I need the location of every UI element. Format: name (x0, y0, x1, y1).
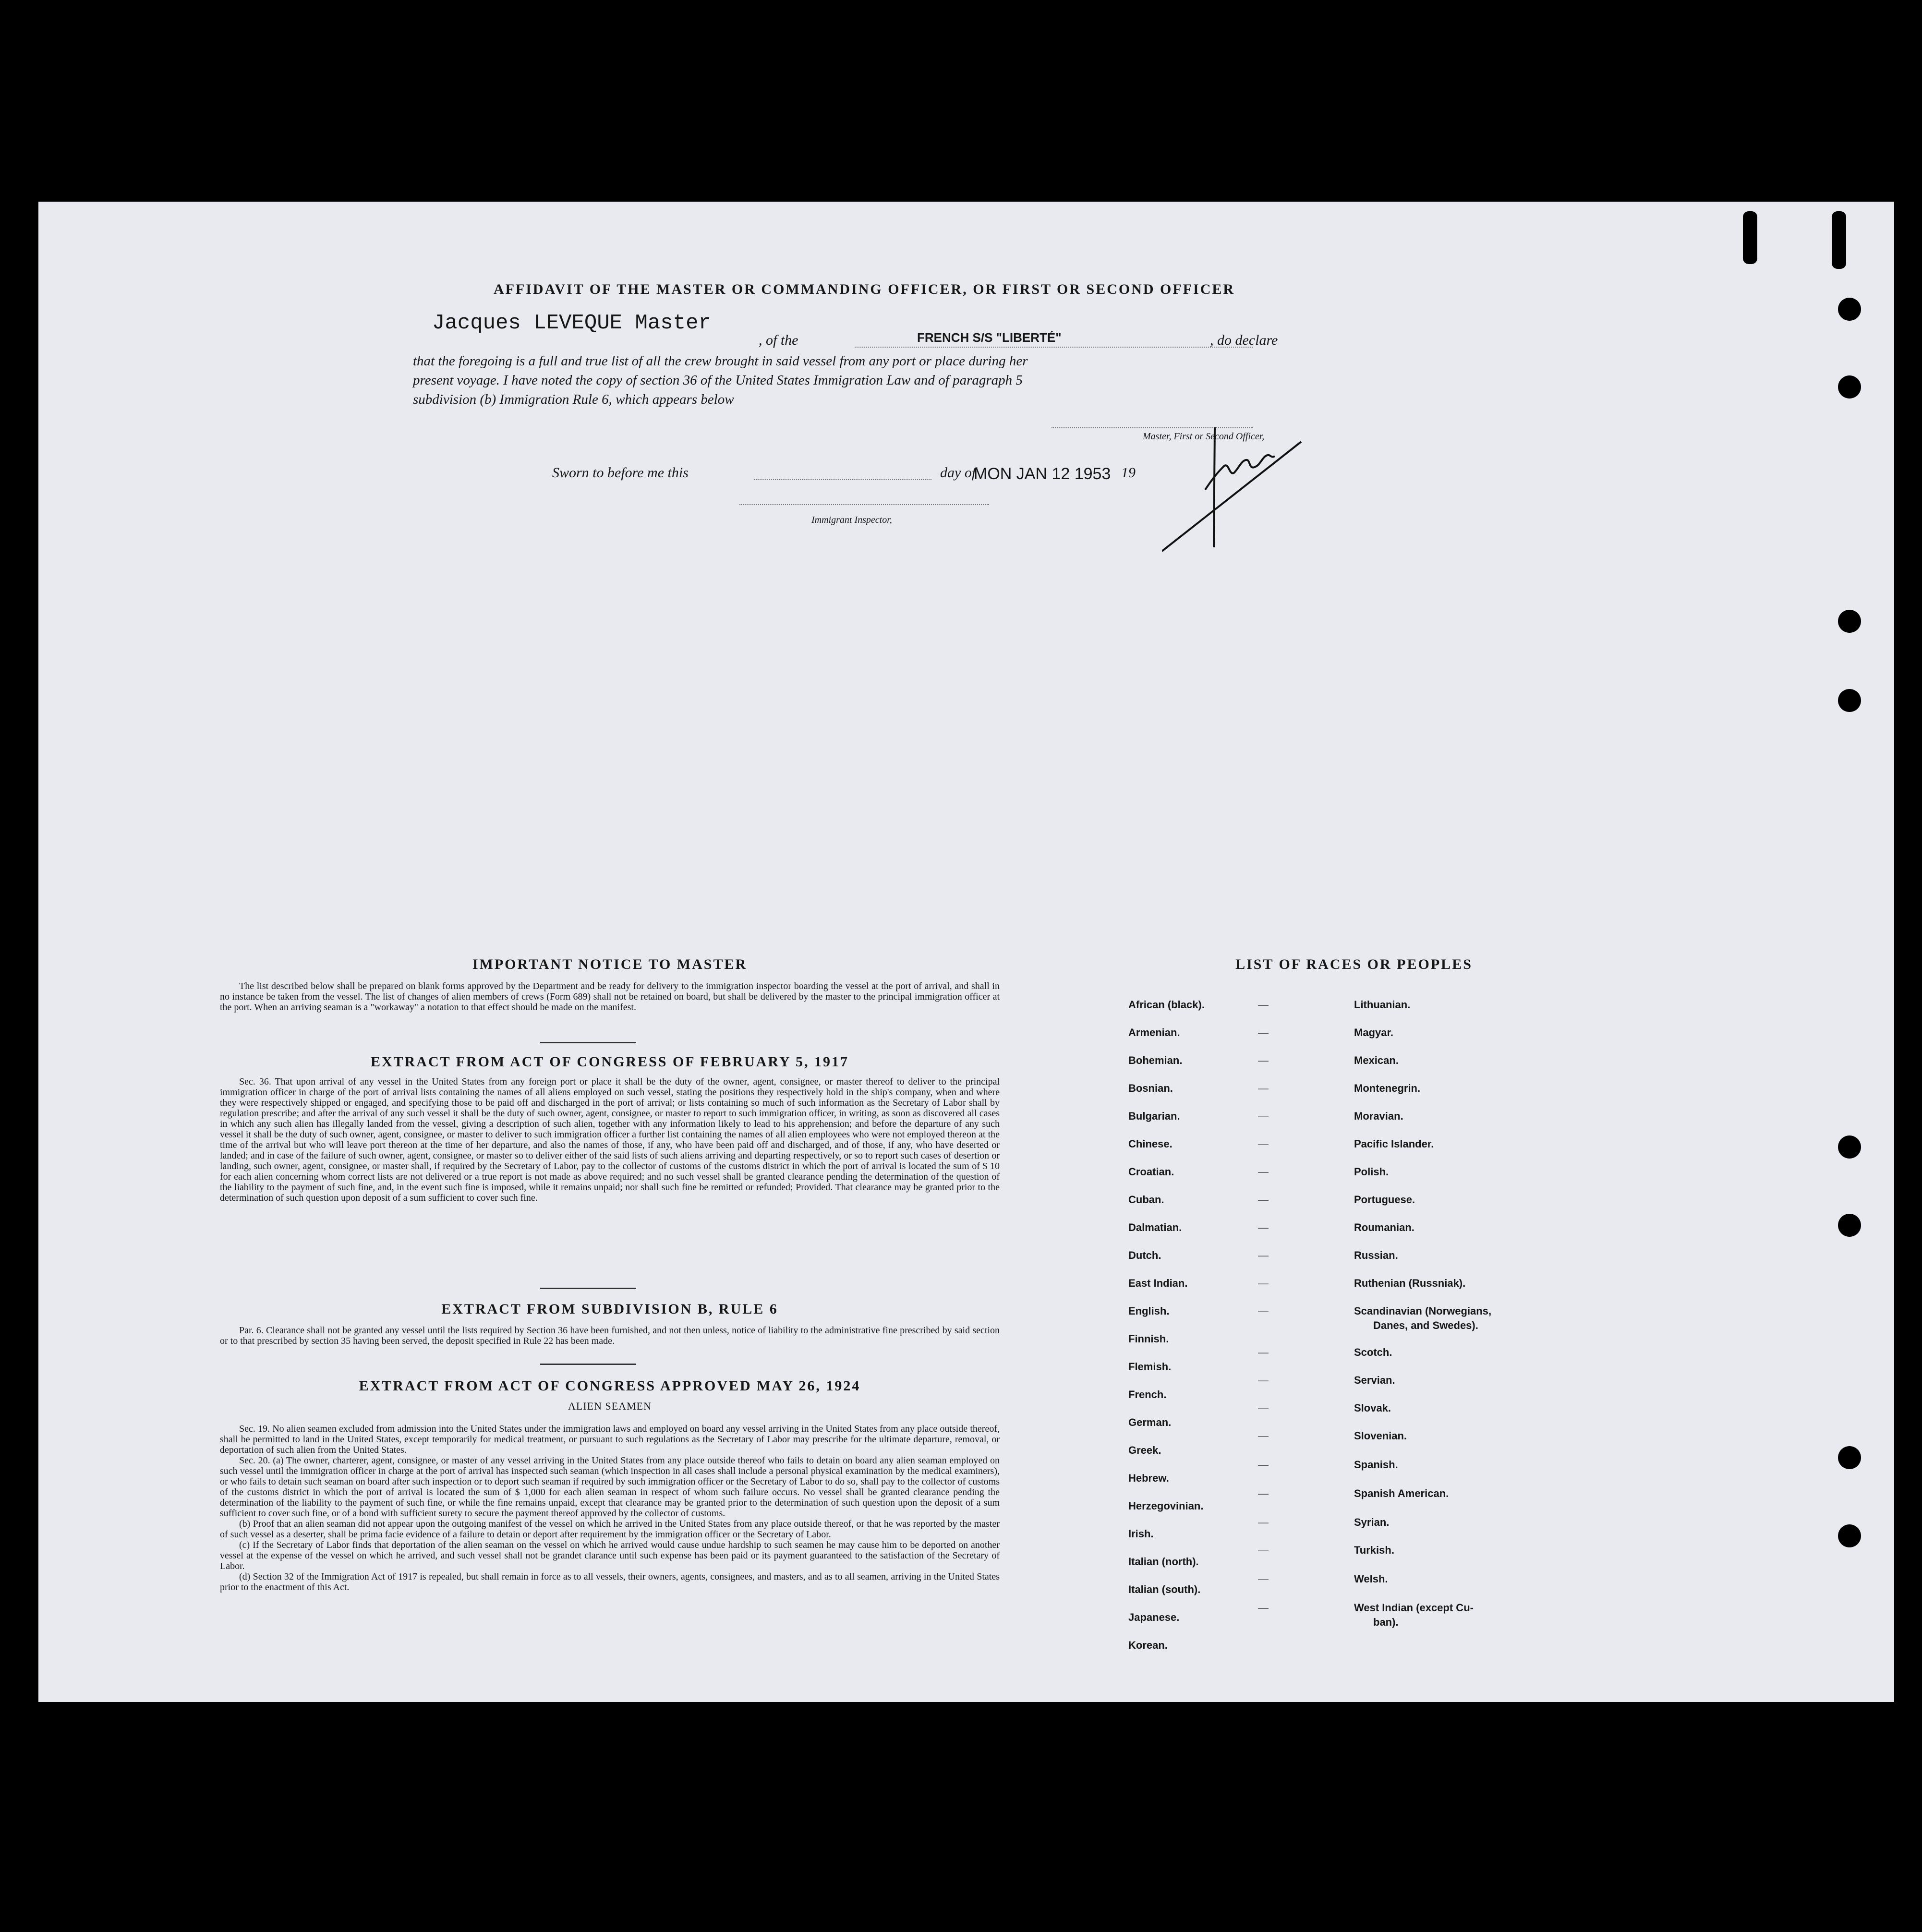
race-label: Magyar. (1354, 1026, 1393, 1038)
race-label: Portuguese. (1354, 1194, 1415, 1206)
extract3-paragraph: (d) Section 32 of the Immigration Act of 1917 is repealed, but shall remain in force as to all vessels, their owners, agents, consignees, and masters, and as to all seamen, arriving in the United States prior to the enactment of this Act. (220, 1571, 1000, 1593)
punch-hole (1838, 1446, 1861, 1469)
date-stamp: MON JAN 12 1953 (974, 465, 1111, 483)
punch-hole (1838, 298, 1861, 321)
extract1-title: EXTRACT FROM ACT OF CONGRESS OF FEBRUARY 5, 1917 (370, 1054, 849, 1070)
race-item: Bohemian. (1128, 1054, 1183, 1066)
sworn-text: Sworn to before me this (552, 465, 689, 481)
dash-separator: — (1258, 1487, 1269, 1499)
day-of-text: day of (940, 465, 976, 481)
race-item (1258, 1487, 1449, 1500)
race-label: Scandinavian (Norwegians, (1354, 1305, 1492, 1317)
race-item (1258, 1402, 1391, 1414)
race-item (1258, 1166, 1389, 1178)
do-declare-text: , do declare (1210, 332, 1278, 348)
race-item: Italian (south). (1128, 1583, 1201, 1595)
dash-separator: — (1258, 1026, 1269, 1038)
race-item (1258, 1544, 1394, 1557)
race-label: Polish. (1354, 1166, 1389, 1178)
extract3-paragraph: (b) Proof that an alien seaman did not appear upon the outgoing manifest of the vessel on which he arrived in the United States from any place outside thereof, or that he was reported by the master of such vessel as a deserter, shall be prima facie evidence of a failure to detain or deport after requirement by the immigration officer or the Secretary of Labor. (220, 1519, 1000, 1540)
section-divider (540, 1288, 636, 1289)
race-item: French. (1128, 1389, 1167, 1401)
dash-separator: — (1258, 1544, 1269, 1556)
race-item: German. (1128, 1416, 1172, 1428)
dash-separator: — (1258, 999, 1269, 1011)
race-label: Pacific Islander. (1354, 1138, 1434, 1150)
race-item: Hebrew. (1128, 1472, 1169, 1484)
race-item (1258, 1459, 1398, 1471)
race-item: Chinese. (1128, 1138, 1173, 1150)
dash-separator: — (1258, 1573, 1269, 1585)
races-title: LIST OF RACES OR PEOPLES (1235, 956, 1473, 972)
notice-paragraph: The list described below shall be prepared on blank forms approved by the Department and be ready for delivery to the immigration inspector boarding the vessel at the port of arrival, and shall in no instance be taken from the vessel. The list of changes of alien members of crews (Form 689) shall not be retained on board, but shall be delivered by the master to the principal immigration officer at the port. When an arriving seaman is a "workaway" a notation to that effect should be made on the manifest. (220, 981, 1000, 1013)
extract1-text (220, 1076, 1000, 1203)
race-label: Russian. (1354, 1249, 1398, 1261)
inspector-caption: Immigrant Inspector, (811, 515, 892, 525)
vessel-line (855, 347, 1253, 348)
race-item: Korean. (1128, 1639, 1168, 1651)
race-label: Scotch. (1354, 1346, 1392, 1358)
section-divider (540, 1042, 636, 1043)
dash-separator: — (1258, 1402, 1269, 1414)
extract3-title: EXTRACT FROM ACT OF CONGRESS APPROVED MAY 26, 1924 (359, 1378, 861, 1394)
punch-hole (1838, 1524, 1861, 1547)
race-item (1258, 1277, 1466, 1290)
affidavit-body-line: present voyage. I have noted the copy of section 36 of the United States Immigration Law and of paragraph 5 (413, 373, 1023, 388)
race-label: West Indian (except Cu- (1354, 1602, 1474, 1614)
race-item (1258, 1573, 1388, 1585)
race-item: Flemish. (1128, 1361, 1172, 1373)
race-item: Bosnian. (1128, 1082, 1173, 1094)
race-item (1258, 1346, 1392, 1359)
race-item: Cuban. (1128, 1194, 1164, 1206)
race-label: Montenegrin. (1354, 1082, 1421, 1094)
dash-separator: — (1258, 1430, 1269, 1442)
dash-separator: — (1258, 1054, 1269, 1066)
dash-separator: — (1258, 1305, 1269, 1317)
punch-hole (1838, 610, 1861, 633)
race-item (1258, 1305, 1492, 1317)
race-item: African (black). (1128, 999, 1205, 1011)
race-label: Ruthenian (Russniak). (1354, 1277, 1466, 1289)
extract2-text (220, 1325, 1000, 1346)
race-item (1258, 1221, 1414, 1234)
race-item (1258, 1602, 1474, 1614)
race-item (1258, 1374, 1395, 1387)
dash-separator: — (1258, 1194, 1269, 1206)
race-item: Croatian. (1128, 1166, 1174, 1178)
race-item: Japanese. (1128, 1611, 1180, 1623)
extract3-paragraph: Sec. 19. No alien seamen excluded from admission into the United States under the immigration laws and employed on board any vessel arriving in the United States from any place outside thereof, shall be permitted to land in the United States, except temporarily for medical treatment, or pursuant to such regulations as the Secretary of Labor may prescribe for the ultimate departure, removal, or deportation of such alien from the United States. (220, 1424, 1000, 1455)
punch-hole (1838, 1214, 1861, 1237)
extract3-paragraph: Sec. 20. (a) The owner, charterer, agent, consignee, or master of any vessel arriving in the United States from any place outside thereof who fails to detain on board any alien seaman employed on such vessel until the immigration officer in charge at the port of arrival has inspected such seaman (which inspection in all cases shall include a personal physical examination by the medical examiners), or who fails to detain such seaman on board after such inspection or to deport such seaman if required by such immigration officer or the Secretary of Labor to do so, shall pay to the collector of customs of the customs district in which the port of arrival is located the sum of $ 1,000 for each alien seaman in respect of whom such failure occurs. No vessel shall be granted clearance pending the determination of the liability to the payment of such fine, or while the fine remains unpaid, except that clearance may be granted prior to the determination of such question upon the deposit of a sum sufficient to cover such fine, or of a bond with sufficient surety to secure the payment thereof approved by the collector of customs. (220, 1455, 1000, 1519)
race-item: East Indian. (1128, 1277, 1188, 1289)
race-item: Finnish. (1128, 1333, 1169, 1345)
extract2-title: EXTRACT FROM SUBDIVISION B, RULE 6 (441, 1301, 778, 1317)
dash-separator: — (1258, 1516, 1269, 1528)
race-label: Welsh. (1354, 1573, 1388, 1585)
race-item (1258, 1082, 1421, 1095)
extract2-paragraph: Par. 6. Clearance shall not be granted any vessel until the lists required by Section 36 have been furnished, and not then unless, notice of liability to the administrative fine prescribed by said section or to that prescribed by section 35 having been served, the deposit specified in Rule 22 has been made. (220, 1325, 1000, 1346)
race-label: Danes, and Swedes). (1373, 1319, 1478, 1331)
extract3-text (220, 1424, 1000, 1593)
race-label: Spanish. (1354, 1459, 1398, 1471)
race-item (1258, 1054, 1399, 1067)
master-caption: Master, First or Second Officer, (1143, 431, 1265, 442)
race-item (1258, 999, 1411, 1011)
extract1-paragraph: Sec. 36. That upon arrival of any vessel in the United States from any foreign port or place it shall be the duty of the owner, agent, consignee, or master thereof to deliver to the principal immigration officer in charge of the port of arrival lists containing the names of all aliens employed on such vessel, stating the positions they respectively hold in the ship's company, when and where they were respectively shipped or engaged, and specifying those to be paid off and discharged in the port of arrival; or lists containing so much of such information as the Secretary of Labor shall by regulation prescribe; and after the arrival of any such vessel it shall be the duty of such owner, agent, consignee, or master to report to such immigration officer, in writing, as soon as discovered all cases in which any such alien has illegally landed from the vessel, giving a description of such alien, together with any information likely to lead to his apprehension; and before the departure of any such vessel it shall be the duty of such owner, agent, consignee, or master to deliver to such immigration officer a further list containing the names of all alien employees who were not employed thereon at the time of the arrival but who will leave port thereon at the time of her departure, and also the names of those, if any, who have been paid off and discharged, and of those, if any, who have deserted or landed; and in case of the failure of such owner, agent, consignee, or master so to deliver either of the said lists of such aliens arriving and departing respectively, or so to report such cases of desertion or landing, such owner, agent, consignee, or master shall, if required by the Secretary of Labor, pay to the collector of customs of the customs district in which the port of arrival is located the sum of $ 10 for each alien concerning whom correct lists are not delivered or a true report is not made as above required; and no such vessel shall be granted clearance pending the determination of the question of the liability to the payment of such fine, and, in the event such fine is imposed, while it remains unpaid; nor shall such fine be remitted or refunded; Provided. That clearance may be granted prior to the determination of such question upon deposit of a sum sufficient to cover such fine. (220, 1076, 1000, 1203)
year-prefix: 19 (1121, 465, 1136, 481)
race-item (1373, 1319, 1478, 1332)
race-label: Slovenian. (1354, 1430, 1407, 1442)
race-item (1258, 1110, 1403, 1123)
race-item: Dalmatian. (1128, 1221, 1182, 1233)
race-label: Roumanian. (1354, 1221, 1414, 1233)
affidavit-body-line: that the foregoing is a full and true list of all the crew brought in said vessel from any port or place during her (413, 353, 1028, 369)
race-item: English. (1128, 1305, 1170, 1317)
dash-separator: — (1258, 1082, 1269, 1094)
dash-separator: — (1258, 1277, 1269, 1289)
race-label: Servian. (1354, 1374, 1395, 1386)
race-item (1258, 1138, 1434, 1150)
dash-separator: — (1258, 1374, 1269, 1386)
race-item (1258, 1430, 1407, 1442)
race-item (1258, 1194, 1415, 1206)
section-divider (540, 1364, 636, 1365)
dash-separator: — (1258, 1138, 1269, 1150)
race-label: Syrian. (1354, 1516, 1390, 1528)
punch-hole (1838, 375, 1861, 398)
document-page (38, 202, 1894, 1702)
sworn-day-line (754, 479, 931, 480)
affidavit-body-line: subdivision (b) Immigration Rule 6, which appears below (413, 392, 734, 407)
race-label: Moravian. (1354, 1110, 1403, 1122)
dash-separator: — (1258, 1221, 1269, 1233)
race-label: ban). (1373, 1616, 1399, 1628)
of-the-text: , of the (759, 332, 798, 348)
extract3-subtitle: ALIEN SEAMEN (568, 1400, 652, 1412)
race-label: Slovak. (1354, 1402, 1391, 1414)
race-item: Armenian. (1128, 1026, 1180, 1038)
race-item (1373, 1616, 1399, 1629)
race-item: Dutch. (1128, 1249, 1161, 1261)
race-label: Lithuanian. (1354, 999, 1411, 1011)
ink-mark (1743, 211, 1757, 264)
dash-separator: — (1258, 1346, 1269, 1358)
race-item (1258, 1516, 1390, 1529)
punch-hole (1838, 689, 1861, 712)
race-label: Mexican. (1354, 1054, 1399, 1066)
affidavit-title: AFFIDAVIT OF THE MASTER OR COMMANDING OFFICER, OR FIRST OR SECOND OFFICER (493, 281, 1235, 297)
dash-separator: — (1258, 1602, 1269, 1614)
extract3-paragraph: (c) If the Secretary of Labor finds that deportation of the alien seaman on the vessel on which he arrived would cause undue hardship to such seamen he may cause him to be deported on another vessel at the expense of the vessel on which he arrived, and such vessel shall not be grandet clarance until such expense has been paid or its payment guaranteed to the satisfaction of the Secretary of Labor. (220, 1540, 1000, 1571)
notice-title: IMPORTANT NOTICE TO MASTER (472, 956, 748, 972)
race-item (1258, 1026, 1393, 1039)
master-signature (1162, 427, 1320, 552)
race-item: Bulgarian. (1128, 1110, 1180, 1122)
race-label: Turkish. (1354, 1544, 1394, 1556)
master-name: Jacques LEVEQUE Master (432, 311, 711, 335)
race-label: Spanish American. (1354, 1487, 1449, 1499)
notice-text (220, 981, 1000, 1013)
dash-separator: — (1258, 1249, 1269, 1261)
punch-hole (1838, 1135, 1861, 1159)
vessel-name: FRENCH S/S "LIBERTÉ" (917, 330, 1062, 345)
dash-separator: — (1258, 1110, 1269, 1122)
ink-mark (1832, 211, 1846, 269)
race-item: Greek. (1128, 1444, 1161, 1456)
inspector-signature-line (739, 504, 989, 505)
race-item: Irish. (1128, 1528, 1154, 1540)
dash-separator: — (1258, 1459, 1269, 1471)
dash-separator: — (1258, 1166, 1269, 1178)
race-item: Italian (north). (1128, 1556, 1199, 1568)
race-item (1258, 1249, 1398, 1262)
race-item: Herzegovinian. (1128, 1500, 1204, 1512)
